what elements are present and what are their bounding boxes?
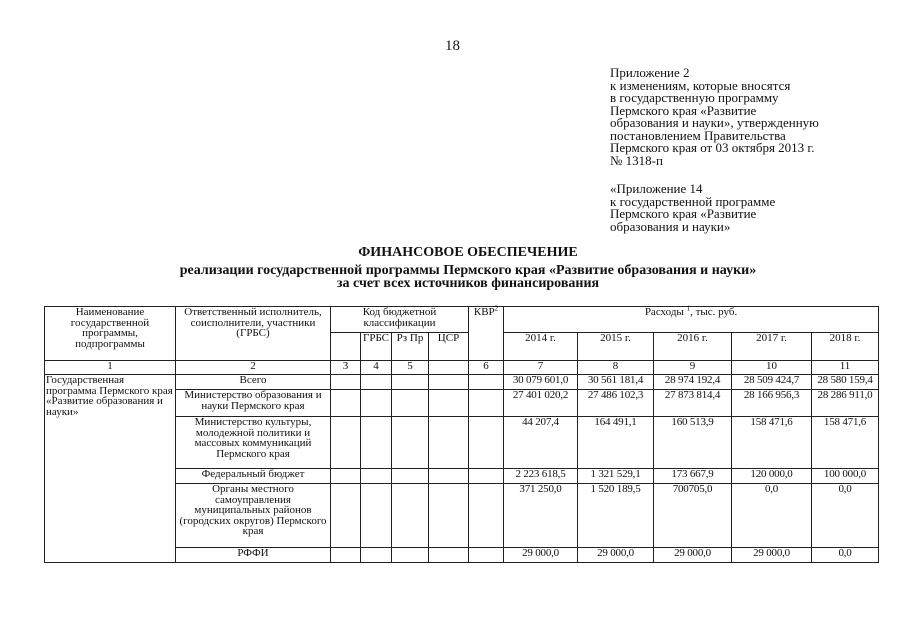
- value-cell: 28 286 911,0: [812, 390, 879, 417]
- col-number: 1: [45, 361, 176, 375]
- value-cell: 44 207,4: [504, 417, 578, 469]
- annex14-line: к государственной программе: [610, 193, 776, 209]
- header-year-2018: 2018 г.: [812, 333, 879, 361]
- executor-cell: Органы местного самоуправления муниципальных районов (городских округов) Пермского края: [176, 484, 331, 548]
- value-cell: 120 000,0: [732, 469, 812, 484]
- executor-cell: Министерство образования и науки Пермского края: [176, 390, 331, 417]
- value-cell: 1 520 189,5: [578, 484, 654, 548]
- value-cell: 29 000,0: [578, 548, 654, 563]
- empty-cell: [392, 375, 429, 390]
- value-cell: 1 321 529,1: [578, 469, 654, 484]
- value-cell: 0,0: [812, 484, 879, 548]
- financing-table: [44, 306, 879, 563]
- empty-cell: [331, 375, 361, 390]
- document-title: ФИНАНСОВОЕ ОБЕСПЕЧЕНИЕ: [358, 245, 578, 260]
- annex-line: Приложение 2: [610, 65, 690, 80]
- value-cell: 164 491,1: [578, 417, 654, 469]
- header-budget-code: Код бюджетной классификации: [331, 307, 469, 333]
- executor-cell: Всего: [176, 375, 331, 390]
- empty-cell: [361, 484, 392, 548]
- annex-line: Пермского края от 03 октября 2013 г.: [610, 140, 815, 155]
- annex14-line: Пермского края «Развитие: [610, 206, 757, 221]
- empty-cell: [429, 484, 469, 548]
- expenses-unit: , тыс. руб.: [690, 306, 738, 318]
- header-kvr: [469, 304, 504, 361]
- table-row: [45, 375, 879, 390]
- header-year-2017: 2017 г.: [732, 333, 812, 361]
- value-cell: 158 471,6: [812, 417, 879, 469]
- annex-line: Пермского края «Развитие: [610, 102, 757, 118]
- empty-cell: [361, 469, 392, 484]
- empty-cell: [361, 417, 392, 469]
- header-grbs: ГРБС: [361, 333, 392, 361]
- value-cell: 0,0: [812, 548, 879, 563]
- empty-cell: [392, 548, 429, 563]
- header-executor: Ответственный исполнитель, соисполнители, участники (ГРБС): [176, 307, 331, 361]
- executor-cell: Министерство культуры, молодежной политики и массовых коммуникаций Пермского края: [176, 417, 331, 469]
- empty-cell: [469, 484, 504, 548]
- empty-cell: [429, 469, 469, 484]
- header-expenses: [504, 304, 879, 333]
- subtitle-line-2: за счет всех источников финансирования: [336, 276, 600, 291]
- col-number: 10: [732, 361, 812, 375]
- value-cell: 27 401 020,2: [504, 390, 578, 417]
- value-cell: 29 000,0: [654, 548, 732, 563]
- expenses-label: Расходы: [644, 306, 684, 318]
- annex-line: постановлением Правительства: [610, 127, 786, 143]
- empty-cell: [392, 484, 429, 548]
- col-number: 11: [812, 361, 879, 375]
- header-rzpr: Рз Пр: [392, 333, 429, 361]
- col-number: 5: [392, 361, 429, 375]
- empty-cell: [331, 484, 361, 548]
- value-cell: 158 471,6: [732, 417, 812, 469]
- program-name-cell: Государственная программа Пермского края «Развитие образования и науки»: [45, 375, 176, 563]
- annex-line: в государственную программу: [610, 90, 779, 105]
- subtitle-line-1: реализации государственной программы Пермского края «Развитие образования и науки»: [179, 263, 757, 278]
- annex-line: образования и науки», утвержденную: [610, 115, 819, 130]
- value-cell: 371 250,0: [504, 484, 578, 548]
- value-cell: 27 486 102,3: [578, 390, 654, 417]
- value-cell: 100 000,0: [812, 469, 879, 484]
- value-cell: 27 873 814,4: [654, 390, 732, 417]
- empty-cell: [429, 375, 469, 390]
- empty-cell: [331, 469, 361, 484]
- header-year-2016: 2016 г.: [654, 333, 732, 361]
- empty-cell: [361, 390, 392, 417]
- annex-line: к изменениям, которые вносятся: [610, 77, 791, 93]
- expenses-footnote: 1: [686, 304, 691, 313]
- annex-14-block: [610, 183, 890, 233]
- page-number: 18: [445, 38, 460, 54]
- col-number: 3: [331, 361, 361, 375]
- annex14-line: образования и науки»: [610, 218, 731, 234]
- empty-cell: [469, 548, 504, 563]
- header-csr: ЦСР: [429, 333, 469, 361]
- col-number: 8: [578, 361, 654, 375]
- empty-cell: [469, 390, 504, 417]
- value-cell: 28 974 192,4: [654, 375, 732, 390]
- empty-cell: [429, 390, 469, 417]
- empty-cell: [469, 417, 504, 469]
- executor-cell: РФФИ: [176, 548, 331, 563]
- value-cell: 28 509 424,7: [732, 375, 812, 390]
- empty-cell: [361, 548, 392, 563]
- empty-cell: [331, 548, 361, 563]
- col-number: 6: [469, 361, 504, 375]
- value-cell: 29 000,0: [732, 548, 812, 563]
- value-cell: 30 079 601,0: [504, 375, 578, 390]
- value-cell: 29 000,0: [504, 548, 578, 563]
- value-cell: 173 667,9: [654, 469, 732, 484]
- value-cell: 160 513,9: [654, 417, 732, 469]
- header-grbs-spacer: [331, 333, 361, 361]
- header-program-name: Наименование государственной программы, подпрограммы: [45, 307, 176, 361]
- header-year-2014: 2014 г.: [504, 333, 578, 361]
- col-number: 4: [361, 361, 392, 375]
- annex-line: № 1318-п: [610, 152, 663, 168]
- value-cell: 700705,0: [654, 484, 732, 548]
- kvr-footnote: 2: [494, 304, 499, 313]
- column-number-row: [45, 361, 879, 375]
- value-cell: 30 561 181,4: [578, 375, 654, 390]
- header-year-2015: 2015 г.: [578, 333, 654, 361]
- empty-cell: [392, 417, 429, 469]
- kvr-label: КВР: [473, 306, 495, 318]
- annex-2-block: [610, 67, 890, 167]
- empty-cell: [361, 375, 392, 390]
- col-number: 9: [654, 361, 732, 375]
- empty-cell: [469, 375, 504, 390]
- empty-cell: [392, 469, 429, 484]
- empty-cell: [392, 390, 429, 417]
- empty-cell: [429, 417, 469, 469]
- annex14-line: «Приложение 14: [610, 181, 703, 196]
- col-number: 7: [504, 361, 578, 375]
- empty-cell: [469, 469, 504, 484]
- document-subtitle: [0, 264, 905, 290]
- empty-cell: [331, 417, 361, 469]
- value-cell: 28 580 159,4: [812, 375, 879, 390]
- executor-cell: Федеральный бюджет: [176, 469, 331, 484]
- empty-cell: [331, 390, 361, 417]
- value-cell: 2 223 618,5: [504, 469, 578, 484]
- empty-cell: [429, 548, 469, 563]
- value-cell: 28 166 956,3: [732, 390, 812, 417]
- col-number-empty: [429, 361, 469, 375]
- value-cell: 0,0: [732, 484, 812, 548]
- col-number: 2: [176, 361, 331, 375]
